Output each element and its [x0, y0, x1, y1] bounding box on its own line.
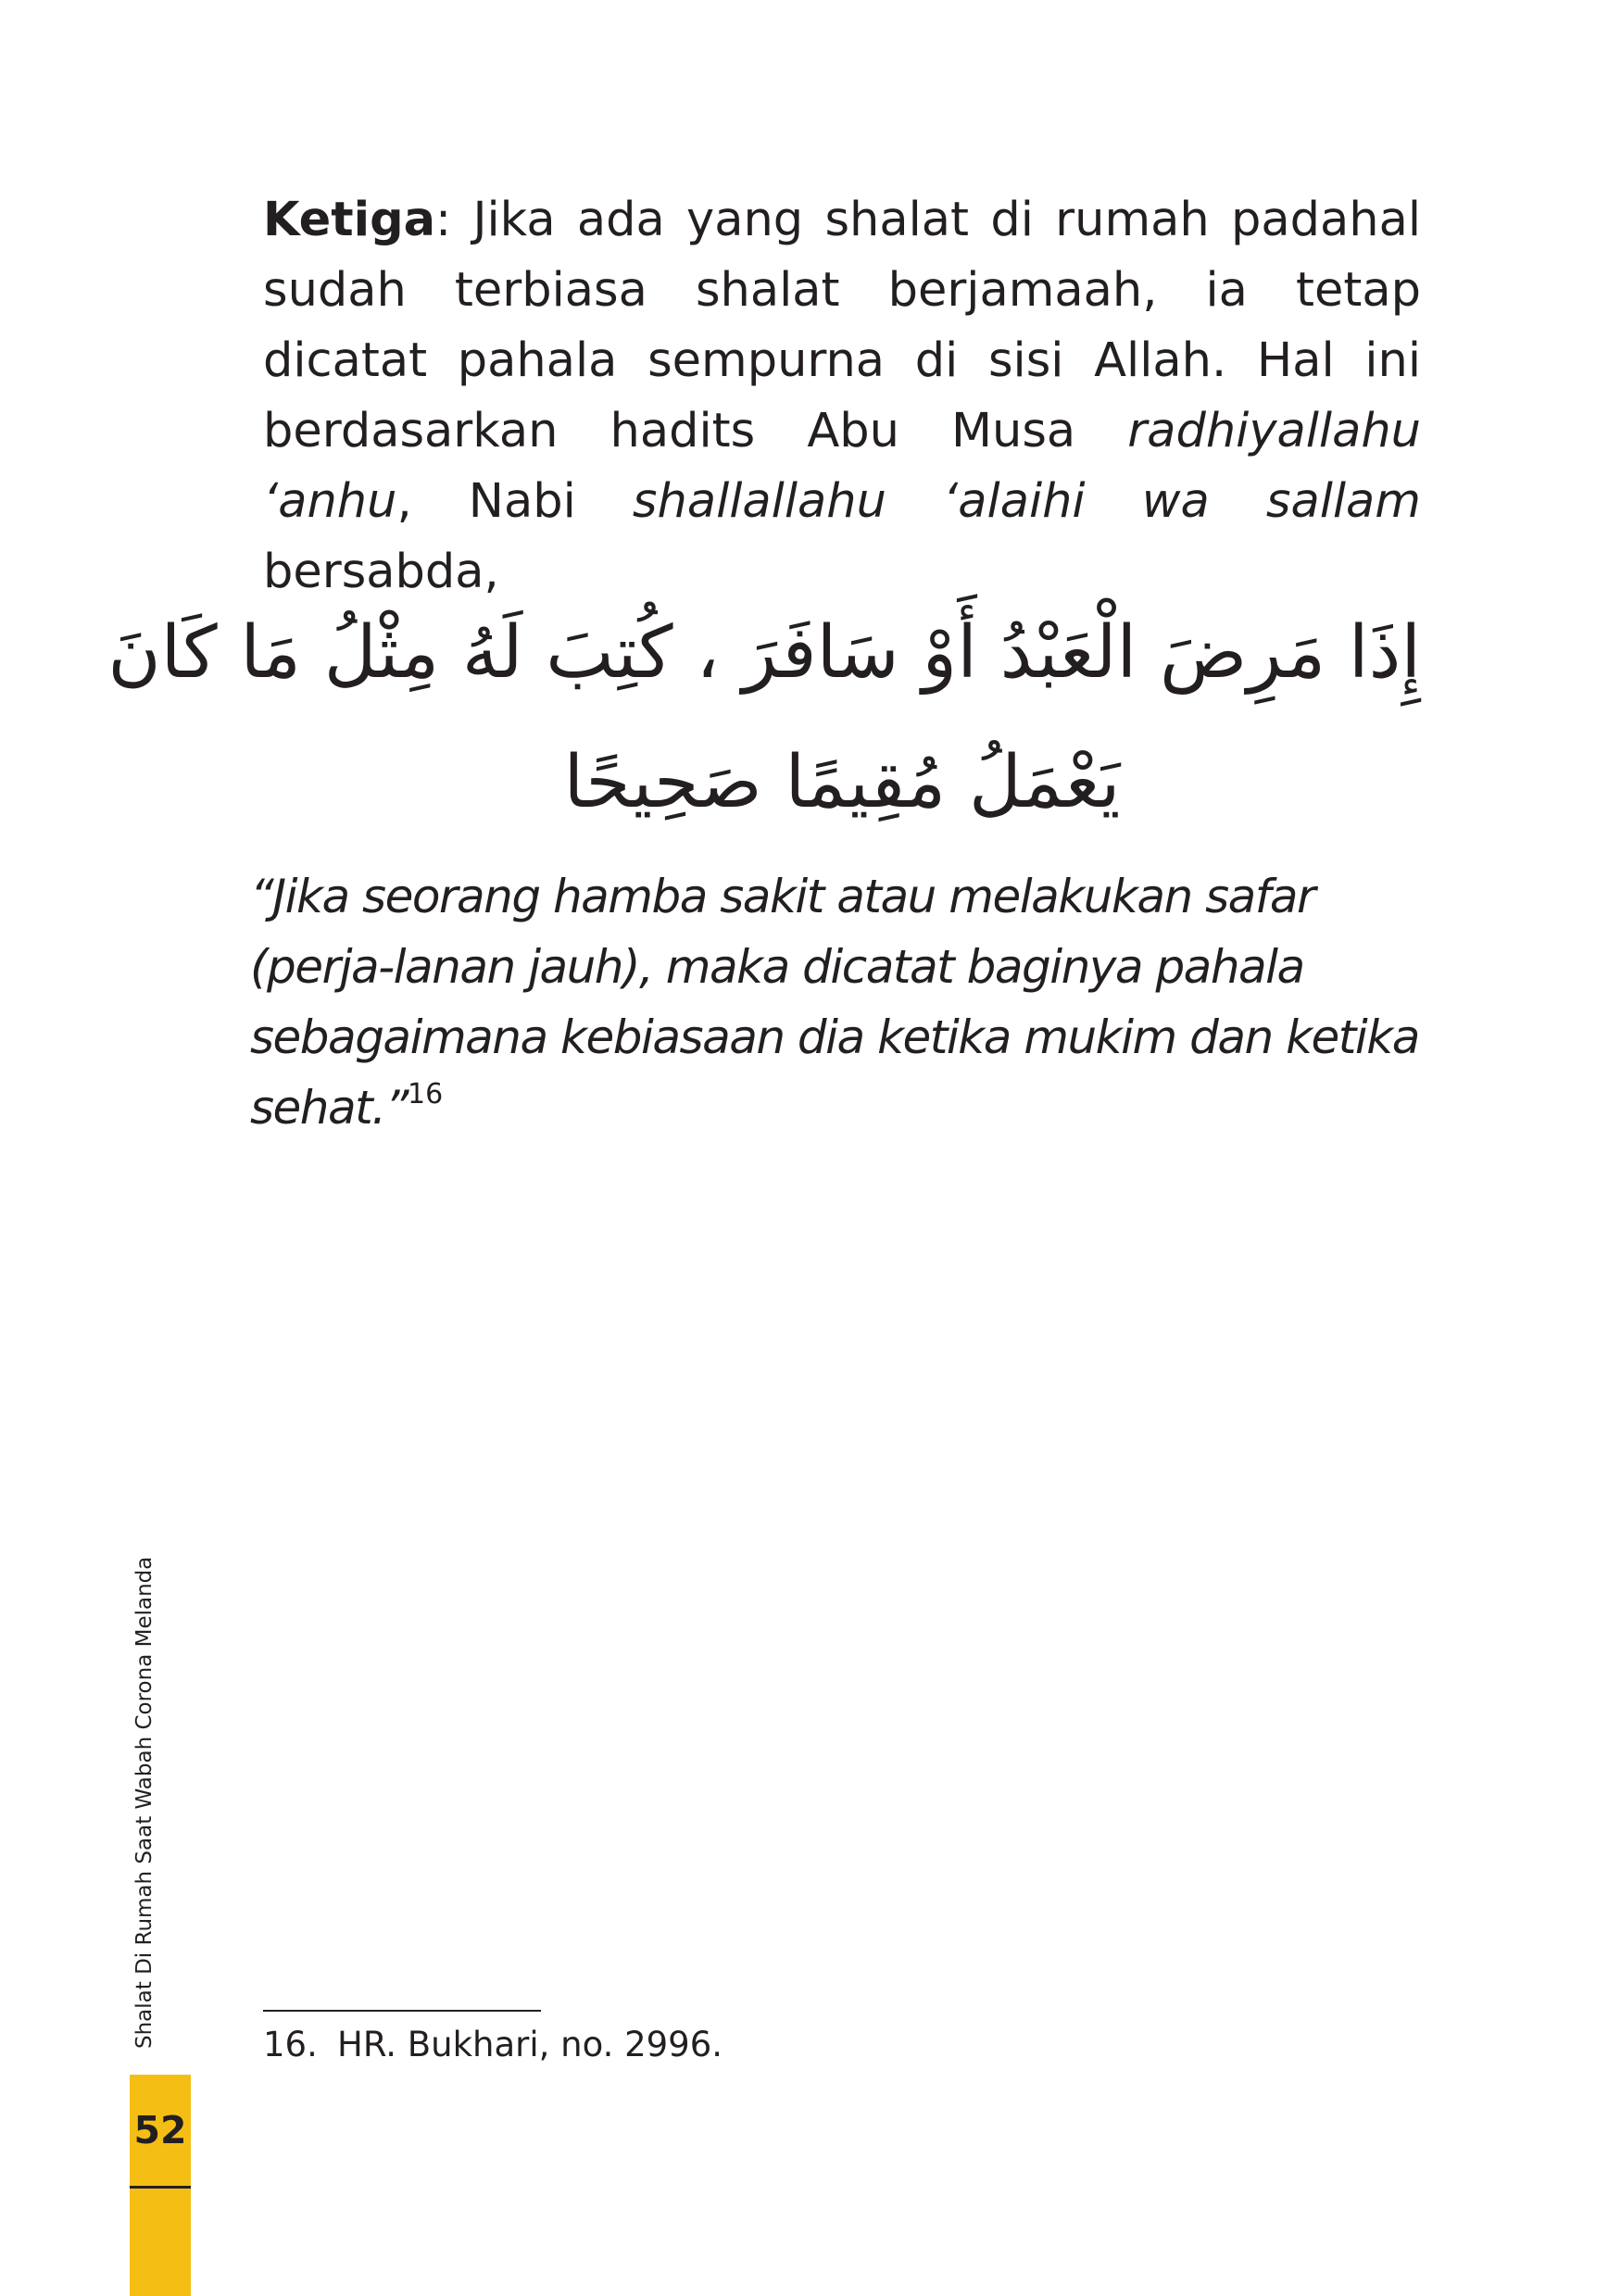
translation-close-quote: ” [384, 1081, 408, 1135]
footnote [263, 2021, 723, 2069]
arabic-hadith-line-1: إِذَا مَرِضَ الْعَبْدُ أَوْ سَافَرَ ، كُتِبَ لَهُ مِثْلُ مَا كَانَ [107, 611, 1421, 695]
page-number-underline [130, 2186, 191, 2189]
paragraph-italic-1: radhiyallahu ‘anhu [263, 404, 1421, 529]
translation-text: Jika seorang hamba sakit atau melakukan safar (perja-lanan jauh), maka dicatat baginya pahala sebagaimana kebiasaan dia ketika mukim dan ketika sehat. [250, 870, 1419, 1135]
page-number: 52 [133, 2108, 187, 2152]
paragraph-text-2: , Nabi [396, 474, 633, 529]
body-paragraph [263, 185, 1421, 608]
running-title: Shalat Di Rumah Saat Wabah Corona Melanda [132, 1556, 157, 2049]
paragraph-lead: Ketiga [263, 193, 435, 247]
footnote-number: 16. [263, 2025, 318, 2064]
paragraph-italic-2: shallallahu ‘alaihi wa sallam [632, 474, 1421, 529]
paragraph-text-1: : Jika ada yang shalat di rumah padahal sudah terbiasa shalat berjamaah, ia tetap dicatat pahala sempurna di sisi Allah. Hal ini berdasarkan hadits Abu Musa [263, 193, 1421, 458]
footnote-reference[interactable]: 16 [408, 1078, 444, 1110]
arabic-hadith-line-2: يَعْمَلُ مُقِيمًا صَحِيحًا [563, 741, 1121, 824]
translation-open-quote: “ [250, 870, 273, 923]
footnote-text: HR. Bukhari, no. 2996. [337, 2025, 723, 2064]
footnote-divider [263, 2010, 541, 2012]
paragraph-text-3: bersabda, [263, 545, 499, 599]
hadith-translation [250, 861, 1445, 1143]
